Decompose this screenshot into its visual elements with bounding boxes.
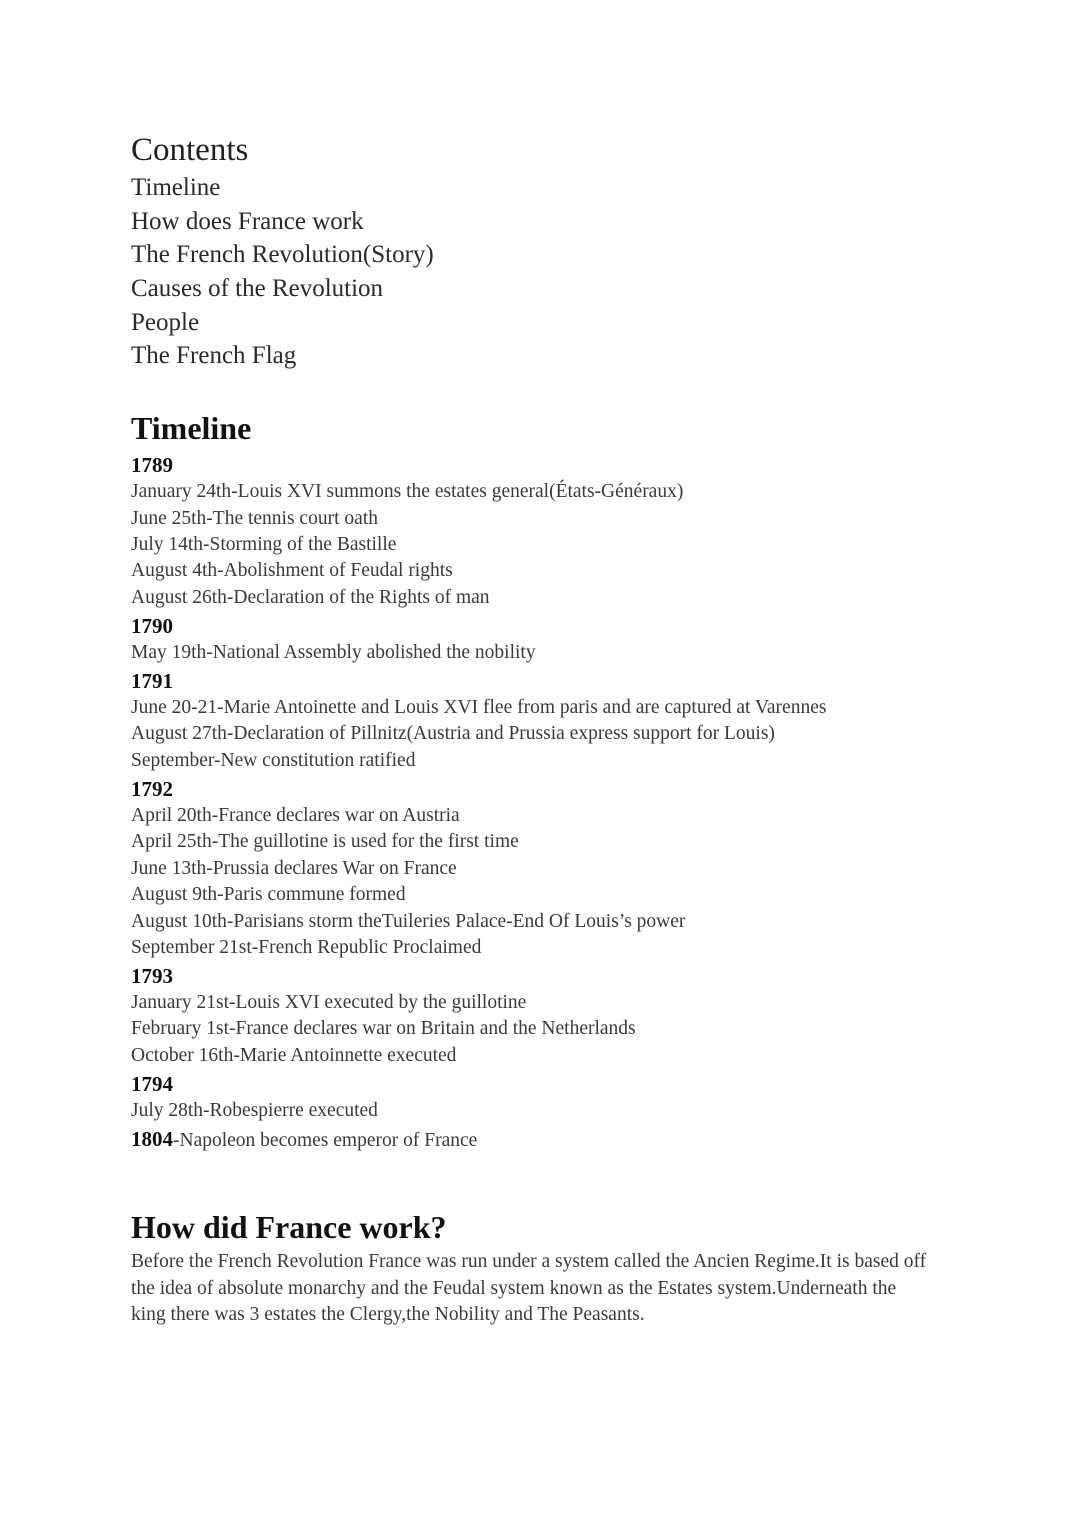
toc-item-how-france-works[interactable]: How does France work [131,208,364,235]
event-item: August 26th-Declaration of the Rights of man [131,587,490,608]
event-item: September 21st-French Republic Proclaimed [131,937,482,958]
event-1804-text: -Napoleon becomes emperor of France [173,1130,478,1151]
year-1804: 1804 [131,1127,173,1151]
year-1792: 1792 [131,777,173,801]
event-item: January 24th-Louis XVI summons the estates general(États-Généraux) [131,481,684,502]
toc-item-french-revolution-story[interactable]: The French Revolution(Story) [131,241,434,268]
event-item-1804 [131,1127,477,1152]
year-1790: 1790 [131,614,173,638]
year-1791: 1791 [131,669,173,693]
event-item: April 20th-France declares war on Austria [131,805,460,826]
event-item: June 13th-Prussia declares War on France [131,858,457,879]
event-item: September-New constitution ratified [131,750,416,771]
contents-title: Contents [131,132,249,168]
year-1789: 1789 [131,453,173,477]
toc-item-people[interactable]: People [131,309,200,336]
year-1794: 1794 [131,1072,173,1096]
event-item: August 27th-Declaration of Pillnitz(Austria and Prussia express support for Louis) [131,723,775,744]
event-item: June 20-21-Marie Antoinette and Louis XVI flee from paris and are captured at Varennes [131,697,827,718]
toc-item-french-flag[interactable]: The French Flag [131,342,297,369]
year-1793: 1793 [131,964,173,988]
how-paragraph: Before the French Revolution France was run under a system called the Ancien Regime.It is based off the idea of absolute monarchy and the Feudal system known as the Estates system.Underneath the king there was 3 estates the Clergy,the Nobility and The Peasants. [131,1251,927,1325]
event-item: January 21st-Louis XVI executed by the guillotine [131,992,527,1013]
event-item: April 25th-The guillotine is used for the first time [131,831,519,852]
event-item: August 9th-Paris commune formed [131,884,406,905]
toc-item-causes[interactable]: Causes of the Revolution [131,275,384,302]
event-item: June 25th-The tennis court oath [131,508,378,529]
event-item: February 1st-France declares war on Britain and the Netherlands [131,1018,636,1039]
event-item: October 16th-Marie Antoinnette executed [131,1045,457,1066]
event-item: August 4th-Abolishment of Feudal rights [131,560,453,581]
how-heading: How did France work? [131,1209,447,1245]
event-item: July 14th-Storming of the Bastille [131,534,397,555]
toc-item-timeline[interactable]: Timeline [131,174,221,201]
timeline-heading: Timeline [131,410,252,446]
event-item: August 10th-Parisians storm theTuileries Palace-End Of Louis’s power [131,911,686,932]
event-item: May 19th-National Assembly abolished the nobility [131,642,536,663]
event-item: July 28th-Robespierre executed [131,1100,378,1121]
